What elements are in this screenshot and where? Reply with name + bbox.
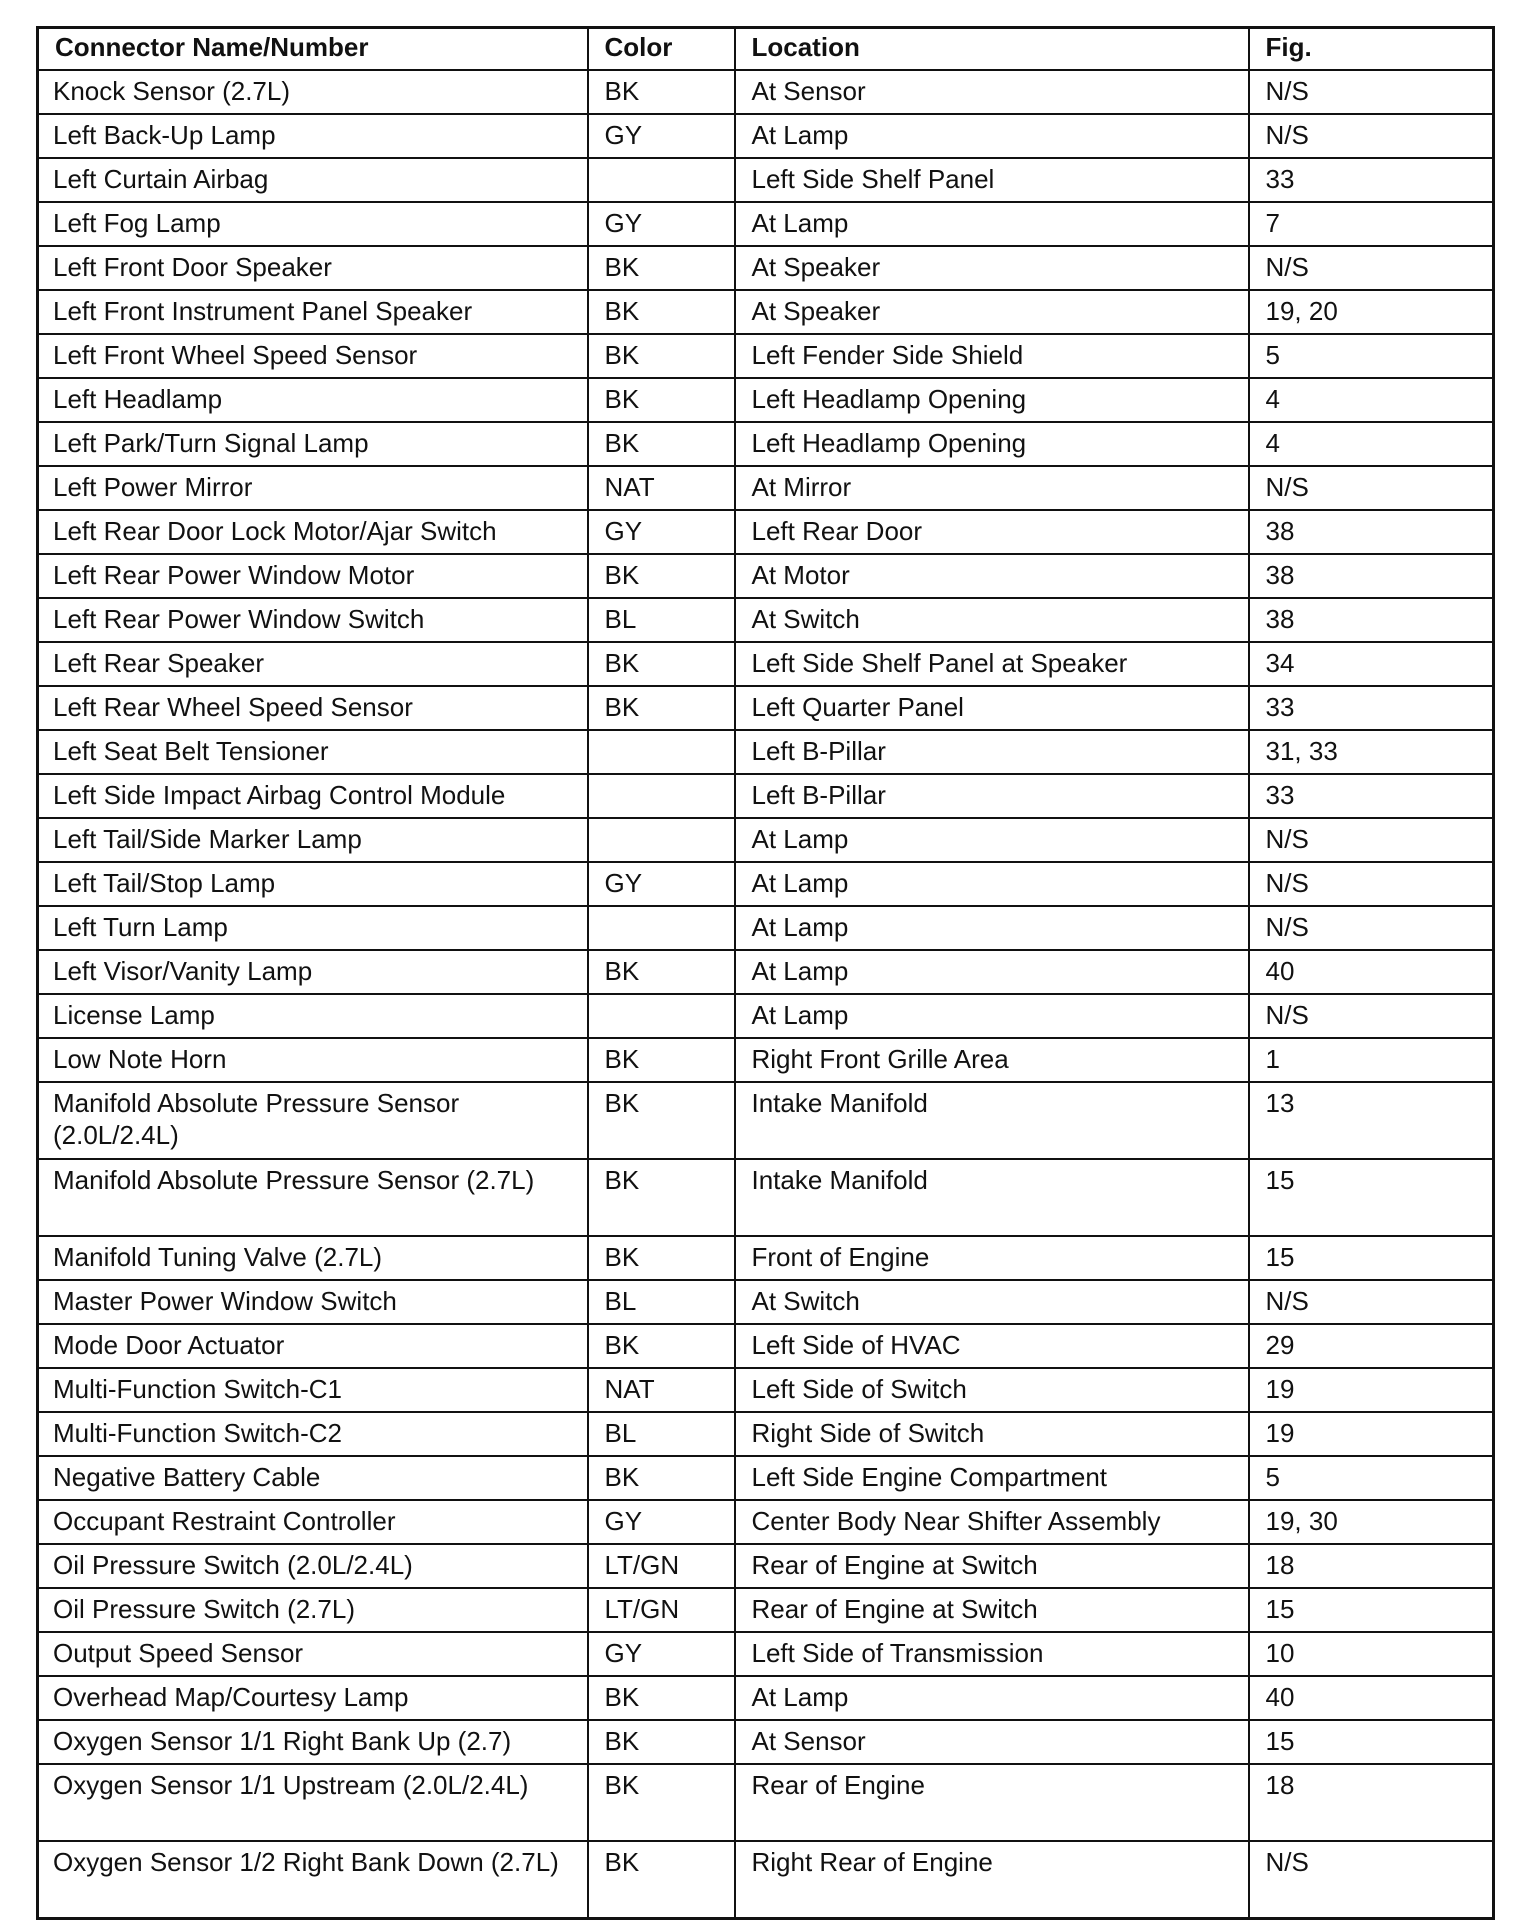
location-cell: Left Side Engine Compartment	[735, 1456, 1249, 1500]
location-cell: At Switch	[735, 1280, 1249, 1324]
table-row	[38, 290, 1494, 334]
fig-cell: 15	[1249, 1720, 1494, 1764]
table-row	[38, 1280, 1494, 1324]
color-cell: BK	[588, 1841, 735, 1919]
connector-table	[36, 26, 1495, 1920]
color-cell: BK	[588, 1676, 735, 1720]
fig-cell: 10	[1249, 1632, 1494, 1676]
fig-cell: N/S	[1249, 818, 1494, 862]
location-cell: Intake Manifold	[735, 1082, 1249, 1159]
color-cell: BK	[588, 642, 735, 686]
table-row	[38, 334, 1494, 378]
location-cell: Left Headlamp Opening	[735, 378, 1249, 422]
color-cell: BK	[588, 1082, 735, 1159]
connector-name-cell: Left Park/Turn Signal Lamp	[38, 422, 588, 466]
fig-cell: N/S	[1249, 114, 1494, 158]
table-row	[38, 158, 1494, 202]
color-cell: BL	[588, 1412, 735, 1456]
fig-cell: 40	[1249, 1676, 1494, 1720]
table-row	[38, 1544, 1494, 1588]
color-cell	[588, 994, 735, 1038]
connector-name-cell: Left Side Impact Airbag Control Module	[38, 774, 588, 818]
location-cell: Left Headlamp Opening	[735, 422, 1249, 466]
location-cell: At Speaker	[735, 246, 1249, 290]
location-cell: Right Side of Switch	[735, 1412, 1249, 1456]
fig-cell: 38	[1249, 554, 1494, 598]
connector-name-cell: Left Curtain Airbag	[38, 158, 588, 202]
color-cell: BK	[588, 1324, 735, 1368]
location-cell: At Speaker	[735, 290, 1249, 334]
color-cell: BK	[588, 1159, 735, 1236]
fig-cell: 33	[1249, 158, 1494, 202]
fig-cell: 29	[1249, 1324, 1494, 1368]
table-row	[38, 554, 1494, 598]
table-row	[38, 730, 1494, 774]
connector-name-cell: Oxygen Sensor 1/1 Right Bank Up (2.7)	[38, 1720, 588, 1764]
connector-name-cell: Left Front Door Speaker	[38, 246, 588, 290]
location-cell: Left Side Shelf Panel at Speaker	[735, 642, 1249, 686]
location-cell: Left B-Pillar	[735, 774, 1249, 818]
connector-name-cell: Left Visor/Vanity Lamp	[38, 950, 588, 994]
fig-cell: N/S	[1249, 1841, 1494, 1919]
connector-name-cell: Negative Battery Cable	[38, 1456, 588, 1500]
color-cell: LT/GN	[588, 1544, 735, 1588]
header-connector-name: Connector Name/Number	[38, 28, 588, 71]
connector-name-cell: Manifold Tuning Valve (2.7L)	[38, 1236, 588, 1280]
connector-name-cell: Left Headlamp	[38, 378, 588, 422]
connector-name-cell: Oil Pressure Switch (2.0L/2.4L)	[38, 1544, 588, 1588]
fig-cell: 19, 20	[1249, 290, 1494, 334]
location-cell: At Lamp	[735, 818, 1249, 862]
header-color: Color	[588, 28, 735, 71]
color-cell: BK	[588, 1720, 735, 1764]
location-cell: Rear of Engine at Switch	[735, 1588, 1249, 1632]
color-cell: BK	[588, 378, 735, 422]
table-row	[38, 510, 1494, 554]
location-cell: Left Side Shelf Panel	[735, 158, 1249, 202]
connector-name-cell: Occupant Restraint Controller	[38, 1500, 588, 1544]
table-row	[38, 1236, 1494, 1280]
color-cell: BK	[588, 950, 735, 994]
connector-name-cell: Multi-Function Switch-C1	[38, 1368, 588, 1412]
fig-cell: 5	[1249, 334, 1494, 378]
location-cell: At Lamp	[735, 114, 1249, 158]
table-row	[38, 1324, 1494, 1368]
connector-name-cell: Left Tail/Stop Lamp	[38, 862, 588, 906]
color-cell: NAT	[588, 1368, 735, 1412]
connector-name-cell: Oxygen Sensor 1/2 Right Bank Down (2.7L)	[38, 1841, 588, 1919]
fig-cell: 19, 30	[1249, 1500, 1494, 1544]
color-cell: NAT	[588, 466, 735, 510]
table-row	[38, 1082, 1494, 1159]
fig-cell: 1	[1249, 1038, 1494, 1082]
fig-cell: N/S	[1249, 1280, 1494, 1324]
color-cell: GY	[588, 862, 735, 906]
connector-name-cell: Left Power Mirror	[38, 466, 588, 510]
header-fig: Fig.	[1249, 28, 1494, 71]
location-cell: Right Rear of Engine	[735, 1841, 1249, 1919]
color-cell: GY	[588, 202, 735, 246]
connector-name-cell: Low Note Horn	[38, 1038, 588, 1082]
table-row	[38, 1159, 1494, 1236]
color-cell: GY	[588, 114, 735, 158]
table-row	[38, 1588, 1494, 1632]
location-cell: At Mirror	[735, 466, 1249, 510]
connector-name-cell: Knock Sensor (2.7L)	[38, 70, 588, 114]
color-cell: BK	[588, 246, 735, 290]
connector-name-cell: Left Turn Lamp	[38, 906, 588, 950]
fig-cell: 31, 33	[1249, 730, 1494, 774]
connector-name-cell: Oxygen Sensor 1/1 Upstream (2.0L/2.4L)	[38, 1764, 588, 1841]
table-row	[38, 1720, 1494, 1764]
location-cell: At Lamp	[735, 862, 1249, 906]
connector-name-cell: Manifold Absolute Pressure Sensor (2.7L)	[38, 1159, 588, 1236]
location-cell: At Sensor	[735, 1720, 1249, 1764]
location-cell: At Lamp	[735, 202, 1249, 246]
table-row	[38, 1038, 1494, 1082]
fig-cell: N/S	[1249, 906, 1494, 950]
connector-name-cell: Left Rear Wheel Speed Sensor	[38, 686, 588, 730]
color-cell: BK	[588, 1456, 735, 1500]
connector-name-cell: Left Seat Belt Tensioner	[38, 730, 588, 774]
color-cell: BL	[588, 1280, 735, 1324]
location-cell: Left Side of HVAC	[735, 1324, 1249, 1368]
location-cell: At Lamp	[735, 950, 1249, 994]
location-cell: Left Side of Switch	[735, 1368, 1249, 1412]
location-cell: At Sensor	[735, 70, 1249, 114]
connector-name-cell: Overhead Map/Courtesy Lamp	[38, 1676, 588, 1720]
location-cell: At Lamp	[735, 906, 1249, 950]
fig-cell: 33	[1249, 774, 1494, 818]
header-location: Location	[735, 28, 1249, 71]
color-cell: BK	[588, 686, 735, 730]
connector-name-cell: Multi-Function Switch-C2	[38, 1412, 588, 1456]
location-cell: Center Body Near Shifter Assembly	[735, 1500, 1249, 1544]
color-cell: BK	[588, 334, 735, 378]
connector-name-cell: Left Tail/Side Marker Lamp	[38, 818, 588, 862]
table-row	[38, 1500, 1494, 1544]
fig-cell: N/S	[1249, 70, 1494, 114]
table-row	[38, 1368, 1494, 1412]
color-cell: BK	[588, 1764, 735, 1841]
color-cell: GY	[588, 1500, 735, 1544]
location-cell: At Motor	[735, 554, 1249, 598]
fig-cell: N/S	[1249, 994, 1494, 1038]
table-row	[38, 686, 1494, 730]
fig-cell: 5	[1249, 1456, 1494, 1500]
fig-cell: 19	[1249, 1368, 1494, 1412]
location-cell: Left Fender Side Shield	[735, 334, 1249, 378]
connector-name-cell: Left Fog Lamp	[38, 202, 588, 246]
fig-cell: 19	[1249, 1412, 1494, 1456]
table-row	[38, 70, 1494, 114]
color-cell	[588, 774, 735, 818]
fig-cell: 33	[1249, 686, 1494, 730]
location-cell: At Lamp	[735, 1676, 1249, 1720]
table-row	[38, 1841, 1494, 1919]
color-cell: BK	[588, 1038, 735, 1082]
location-cell: Left Rear Door	[735, 510, 1249, 554]
header-row	[38, 28, 1494, 71]
color-cell	[588, 730, 735, 774]
fig-cell: 34	[1249, 642, 1494, 686]
fig-cell: 4	[1249, 422, 1494, 466]
color-cell: GY	[588, 510, 735, 554]
location-cell: Front of Engine	[735, 1236, 1249, 1280]
table-row	[38, 378, 1494, 422]
color-cell	[588, 906, 735, 950]
connector-name-cell: Left Front Instrument Panel Speaker	[38, 290, 588, 334]
location-cell: Left Side of Transmission	[735, 1632, 1249, 1676]
connector-name-cell: Manifold Absolute Pressure Sensor (2.0L/2.4L)	[38, 1082, 588, 1159]
fig-cell: 40	[1249, 950, 1494, 994]
color-cell: BK	[588, 1236, 735, 1280]
connector-name-cell: Output Speed Sensor	[38, 1632, 588, 1676]
location-cell: Left B-Pillar	[735, 730, 1249, 774]
color-cell: BL	[588, 598, 735, 642]
connector-name-cell: Left Rear Speaker	[38, 642, 588, 686]
fig-cell: 38	[1249, 598, 1494, 642]
table-row	[38, 1456, 1494, 1500]
table-row	[38, 598, 1494, 642]
connector-name-cell: Left Back-Up Lamp	[38, 114, 588, 158]
connector-name-cell: Left Rear Power Window Switch	[38, 598, 588, 642]
location-cell: At Lamp	[735, 994, 1249, 1038]
connector-name-cell: Oil Pressure Switch (2.7L)	[38, 1588, 588, 1632]
table-row	[38, 774, 1494, 818]
table-row	[38, 906, 1494, 950]
color-cell	[588, 158, 735, 202]
table-row	[38, 422, 1494, 466]
color-cell: BK	[588, 422, 735, 466]
table-row	[38, 1632, 1494, 1676]
table-row	[38, 114, 1494, 158]
connector-name-cell: License Lamp	[38, 994, 588, 1038]
table-row	[38, 466, 1494, 510]
location-cell: Rear of Engine	[735, 1764, 1249, 1841]
table-row	[38, 994, 1494, 1038]
color-cell	[588, 818, 735, 862]
fig-cell: 15	[1249, 1588, 1494, 1632]
table-row	[38, 950, 1494, 994]
table-row	[38, 818, 1494, 862]
fig-cell: 7	[1249, 202, 1494, 246]
fig-cell: 15	[1249, 1159, 1494, 1236]
fig-cell: N/S	[1249, 246, 1494, 290]
fig-cell: 13	[1249, 1082, 1494, 1159]
connector-name-cell: Left Front Wheel Speed Sensor	[38, 334, 588, 378]
location-cell: At Switch	[735, 598, 1249, 642]
color-cell: LT/GN	[588, 1588, 735, 1632]
fig-cell: 18	[1249, 1544, 1494, 1588]
table-row	[38, 1412, 1494, 1456]
fig-cell: 18	[1249, 1764, 1494, 1841]
color-cell: GY	[588, 1632, 735, 1676]
fig-cell: 38	[1249, 510, 1494, 554]
location-cell: Rear of Engine at Switch	[735, 1544, 1249, 1588]
table-row	[38, 202, 1494, 246]
table-row	[38, 642, 1494, 686]
fig-cell: 15	[1249, 1236, 1494, 1280]
color-cell: BK	[588, 70, 735, 114]
table-row	[38, 1676, 1494, 1720]
color-cell: BK	[588, 554, 735, 598]
table-row	[38, 1764, 1494, 1841]
table-row	[38, 862, 1494, 906]
location-cell: Left Quarter Panel	[735, 686, 1249, 730]
color-cell: BK	[588, 290, 735, 334]
fig-cell: N/S	[1249, 862, 1494, 906]
connector-name-cell: Left Rear Power Window Motor	[38, 554, 588, 598]
connector-name-cell: Mode Door Actuator	[38, 1324, 588, 1368]
location-cell: Right Front Grille Area	[735, 1038, 1249, 1082]
connector-name-cell: Master Power Window Switch	[38, 1280, 588, 1324]
table-row	[38, 246, 1494, 290]
fig-cell: 4	[1249, 378, 1494, 422]
connector-name-cell: Left Rear Door Lock Motor/Ajar Switch	[38, 510, 588, 554]
fig-cell: N/S	[1249, 466, 1494, 510]
location-cell: Intake Manifold	[735, 1159, 1249, 1236]
